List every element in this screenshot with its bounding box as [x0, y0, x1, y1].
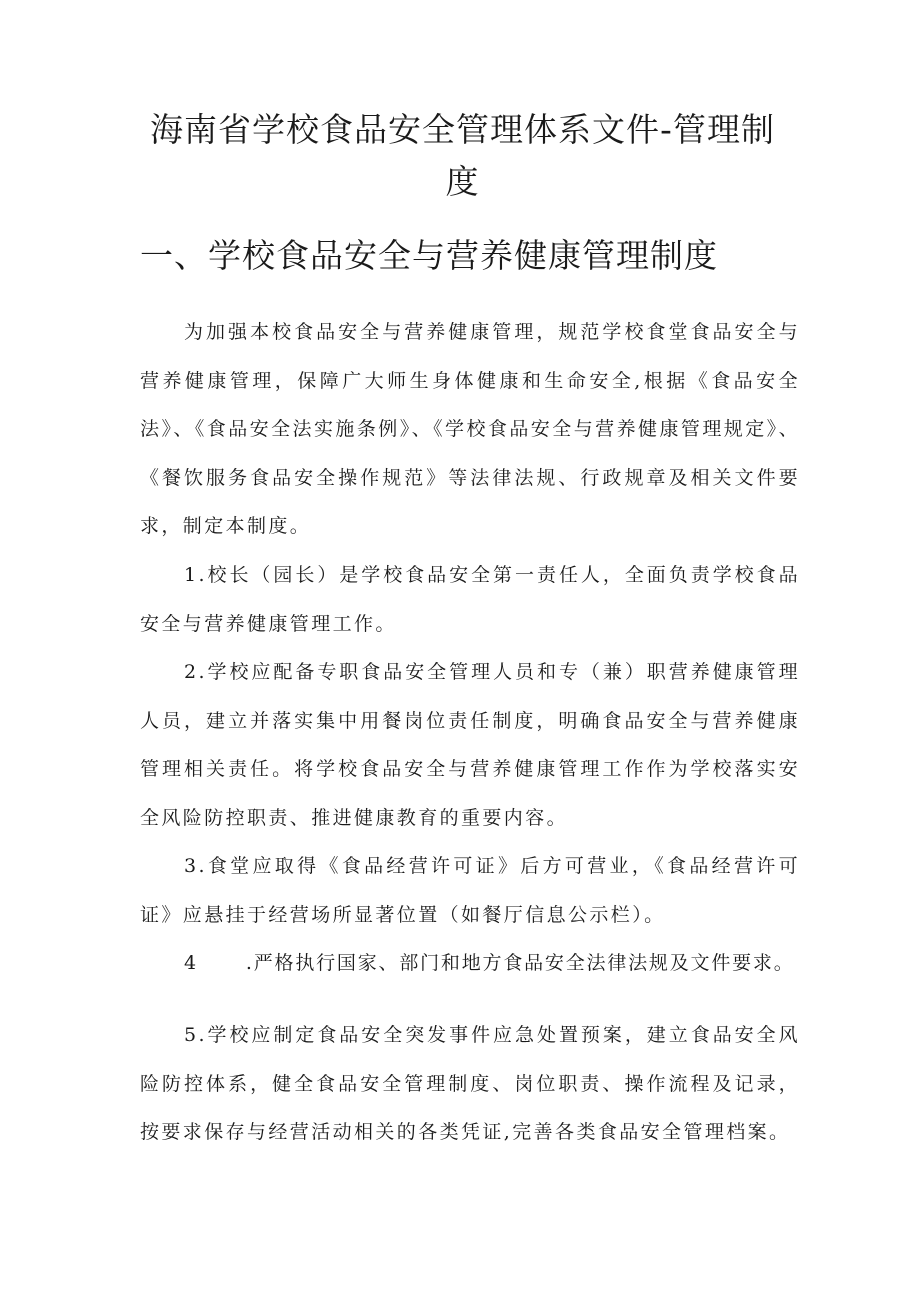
clause-text: .校长（园长）是学校食品安全第一责任人，全面负责学校食品安全与营养健康管理工作。 — [140, 564, 800, 635]
clause-text: .食堂应取得《食品经营许可证》后方可营业，《食品经营许可证》应悬挂于经营场所显著位置（如餐厅信息公示栏）。 — [140, 855, 800, 926]
clause-number: 5 — [184, 1024, 199, 1046]
clause-3 — [140, 842, 800, 939]
clause-4 — [140, 939, 800, 988]
clause-number: 3 — [184, 855, 199, 877]
clause-number: 2 — [184, 661, 199, 683]
clause-text: .学校应配备专职食品安全管理人员和专（兼）职营养健康管理人员，建立并落实集中用餐岗位责任制度，明确食品安全与营养健康管理相关责任。将学校食品安全与营养健康管理工作作为学校落实安全风险防控职责、推进健康教育的重要内容。 — [140, 661, 800, 829]
intro-paragraph: 为加强本校食品安全与营养健康管理，规范学校食堂食品安全与营养健康管理，保障广大师生身体健康和生命安全,根据《食品安全法》、《食品安全法实施条例》、《学校食品安全与营养健康管理规定》、《餐饮服务食品安全操作规范》等法律法规、行政规章及相关文件要求，制定本制度。 — [140, 321, 800, 538]
clause-number: 4 — [184, 952, 198, 974]
clause-text: .严格执行国家、部门和地方食品安全法律法规及文件要求。 — [245, 952, 795, 974]
section-heading: 一、学校食品安全与营养健康管理制度 — [140, 236, 718, 275]
clause-5 — [140, 1011, 800, 1157]
clause-1 — [140, 551, 800, 648]
clause-2 — [140, 648, 800, 842]
clause-text: .学校应制定食品安全突发事件应急处置预案，建立食品安全风险防控体系，健全食品安全管理制度、岗位职责、操作流程及记录，按要求保存与经营活动相关的各类凭证,完善各类食品安全管理档案。 — [140, 1024, 800, 1144]
document-title: 海南省学校食品安全管理体系文件-管理制度 — [150, 110, 775, 201]
clause-number: 1 — [184, 564, 199, 586]
